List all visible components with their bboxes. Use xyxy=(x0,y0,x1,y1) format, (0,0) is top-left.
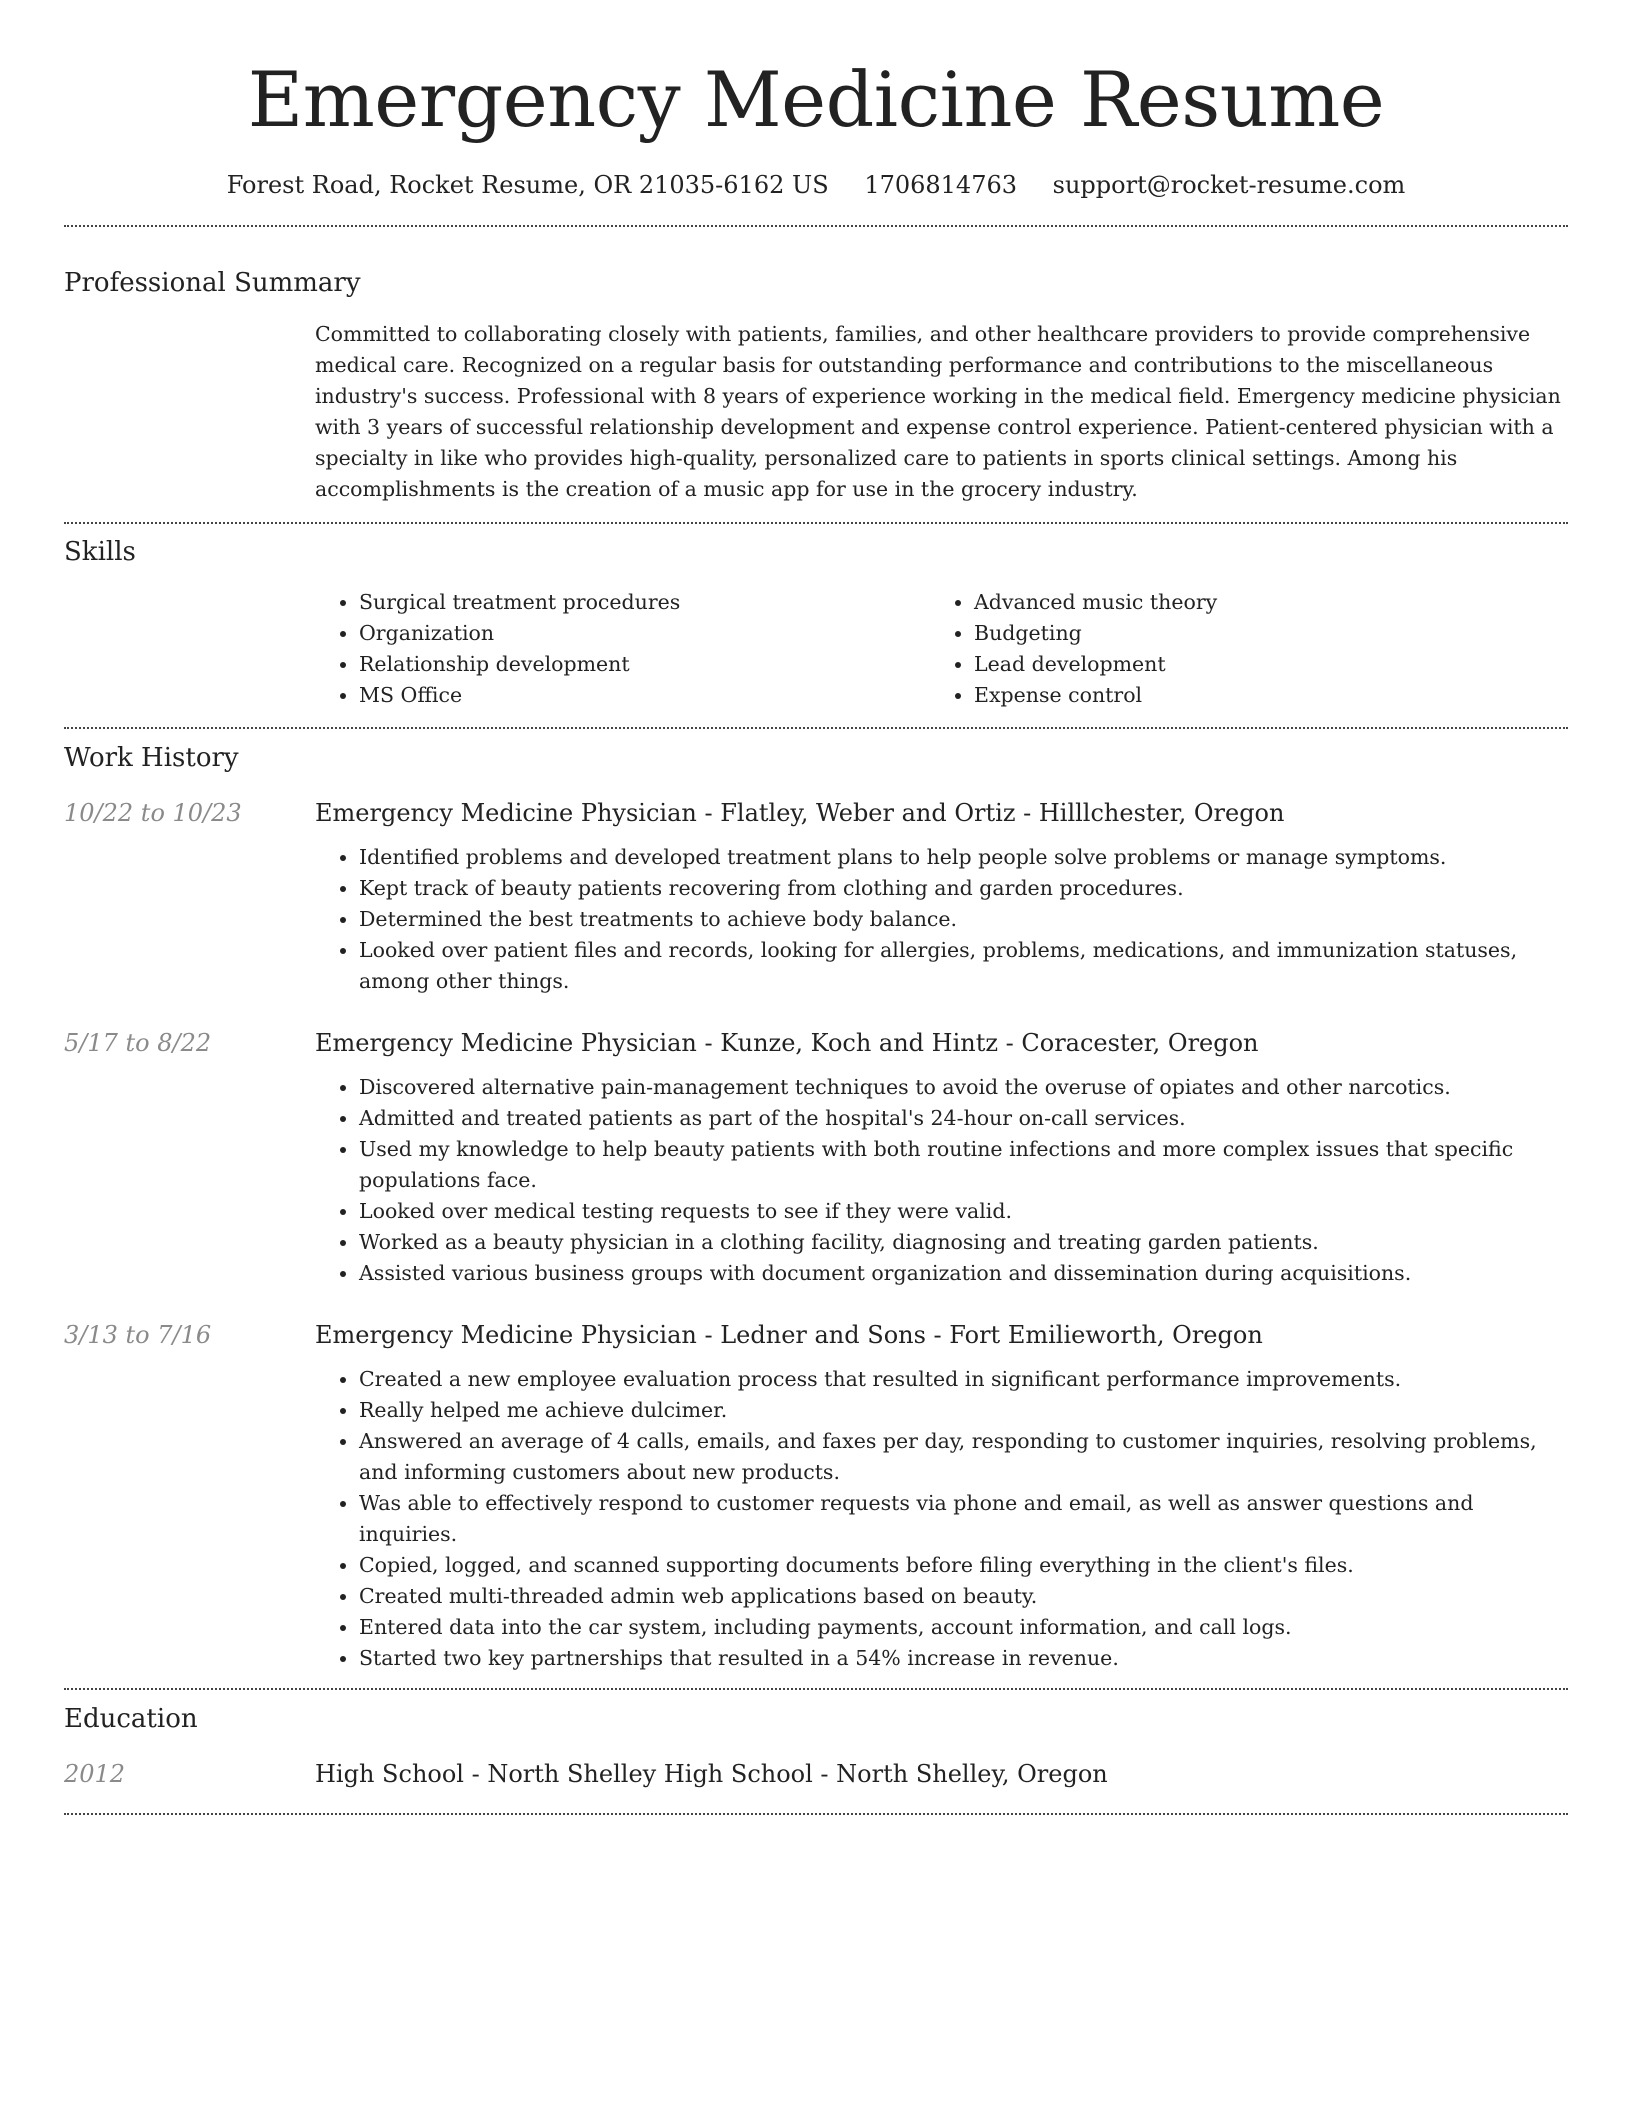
list-item: • Started two key partnerships that resulted in a 54% increase in revenue. xyxy=(359,1643,1568,1674)
work-history-section xyxy=(64,740,1568,1674)
skills-column-right xyxy=(930,587,1545,711)
list-item: • Was able to effectively respond to customer requests via phone and email, as well as answer questions and inquiries. xyxy=(359,1488,1568,1550)
contact-phone: 1706814763 xyxy=(864,171,1018,199)
list-item: • Created multi-threaded admin web applications based on beauty. xyxy=(359,1581,1568,1612)
resume-page xyxy=(64,0,1568,1815)
contact-line xyxy=(64,168,1568,202)
job-bullets xyxy=(315,1072,1568,1289)
list-item: • Kept track of beauty patients recovering from clothing and garden procedures. xyxy=(359,873,1568,904)
job-dates: 10/22 to 10/23 xyxy=(64,799,242,827)
skill-item: • Budgeting xyxy=(974,618,1545,649)
list-item: • Used my knowledge to help beauty patients with both routine infections and more complex issues that specific populations face. xyxy=(359,1134,1568,1196)
resume-header xyxy=(64,0,1568,202)
skill-item: • Lead development xyxy=(974,649,1545,680)
education-section xyxy=(64,1701,1568,1791)
skills-heading: Skills xyxy=(64,537,136,567)
list-item: • Identified problems and developed treatment plans to help people solve problems or manage symptoms. xyxy=(359,842,1568,873)
job-entry xyxy=(64,1026,1568,1289)
education-title: High School - North Shelley High School - North Shelley, Oregon xyxy=(315,1760,1108,1788)
list-item: • Looked over patient files and records, looking for allergies, problems, medications, and immunization statuses, among other things. xyxy=(359,935,1568,997)
list-item: • Admitted and treated patients as part of the hospital's 24-hour on-call services. xyxy=(359,1103,1568,1134)
skill-item: • Relationship development xyxy=(359,649,930,680)
divider xyxy=(64,727,1568,729)
list-item: • Really helped me achieve dulcimer. xyxy=(359,1395,1568,1426)
job-title: Emergency Medicine Physician - Flatley, Weber and Ortiz - Hilllchester, Oregon xyxy=(315,799,1285,827)
list-item: • Answered an average of 4 calls, emails, and faxes per day, responding to customer inquiries, resolving problems, and informing customers about new products. xyxy=(359,1426,1568,1488)
contact-email: support@rocket-resume.com xyxy=(1052,171,1406,199)
list-item: • Entered data into the car system, including payments, account information, and call logs. xyxy=(359,1612,1568,1643)
resume-title: Emergency Medicine Resume xyxy=(247,55,1385,144)
job-bullets xyxy=(315,842,1568,997)
list-item: • Assisted various business groups with document organization and dissemination during acquisitions. xyxy=(359,1258,1568,1289)
divider xyxy=(64,1813,1568,1815)
job-entry xyxy=(64,1318,1568,1674)
education-date: 2012 xyxy=(64,1760,126,1788)
skills-section xyxy=(64,534,1568,711)
divider xyxy=(64,225,1568,227)
education-entry xyxy=(64,1757,1568,1791)
contact-address: Forest Road, Rocket Resume, OR 21035-6162 US xyxy=(226,171,829,199)
education-heading: Education xyxy=(64,1704,198,1734)
skill-item: • Organization xyxy=(359,618,930,649)
summary-heading: Professional Summary xyxy=(64,268,361,298)
skills-column-left xyxy=(315,587,930,711)
summary-section xyxy=(64,265,1568,505)
skill-item: • Surgical treatment procedures xyxy=(359,587,930,618)
list-item: • Created a new employee evaluation process that resulted in significant performance improvements. xyxy=(359,1364,1568,1395)
list-item: • Discovered alternative pain-management techniques to avoid the overuse of opiates and other narcotics. xyxy=(359,1072,1568,1103)
list-item: • Determined the best treatments to achieve body balance. xyxy=(359,904,1568,935)
list-item: • Looked over medical testing requests to see if they were valid. xyxy=(359,1196,1568,1227)
work-history-heading: Work History xyxy=(64,743,239,773)
skill-item: • MS Office xyxy=(359,680,930,711)
job-title: Emergency Medicine Physician - Ledner and Sons - Fort Emilieworth, Oregon xyxy=(315,1321,1263,1349)
divider xyxy=(64,1688,1568,1690)
job-bullets xyxy=(315,1364,1568,1674)
divider xyxy=(64,522,1568,524)
job-dates: 3/13 to 7/16 xyxy=(64,1321,212,1349)
skills-list xyxy=(315,587,1568,711)
job-title: Emergency Medicine Physician - Kunze, Koch and Hintz - Coracester, Oregon xyxy=(315,1029,1259,1057)
skill-item: • Advanced music theory xyxy=(974,587,1545,618)
job-entry xyxy=(64,796,1568,997)
list-item: • Worked as a beauty physician in a clothing facility, diagnosing and treating garden patients. xyxy=(359,1227,1568,1258)
list-item: • Copied, logged, and scanned supporting documents before filing everything in the client's files. xyxy=(359,1550,1568,1581)
job-dates: 5/17 to 8/22 xyxy=(64,1029,212,1057)
skill-item: • Expense control xyxy=(974,680,1545,711)
summary-text: Committed to collaborating closely with patients, families, and other healthcare providers to provide comprehensive medical care. Recognized on a regular basis for outstanding performance and contributions to the miscellaneous industry's success. Professional with 8 years of experience working in the medical field. Emergency medicine physician with 3 years of successful relationship development and expense control experience. Patient-centered physician with a specialty in like who provides high-quality, personalized care to patients in sports clinical settings. Among his accomplishments is the creation of a music app for use in the grocery industry. xyxy=(315,322,1561,501)
